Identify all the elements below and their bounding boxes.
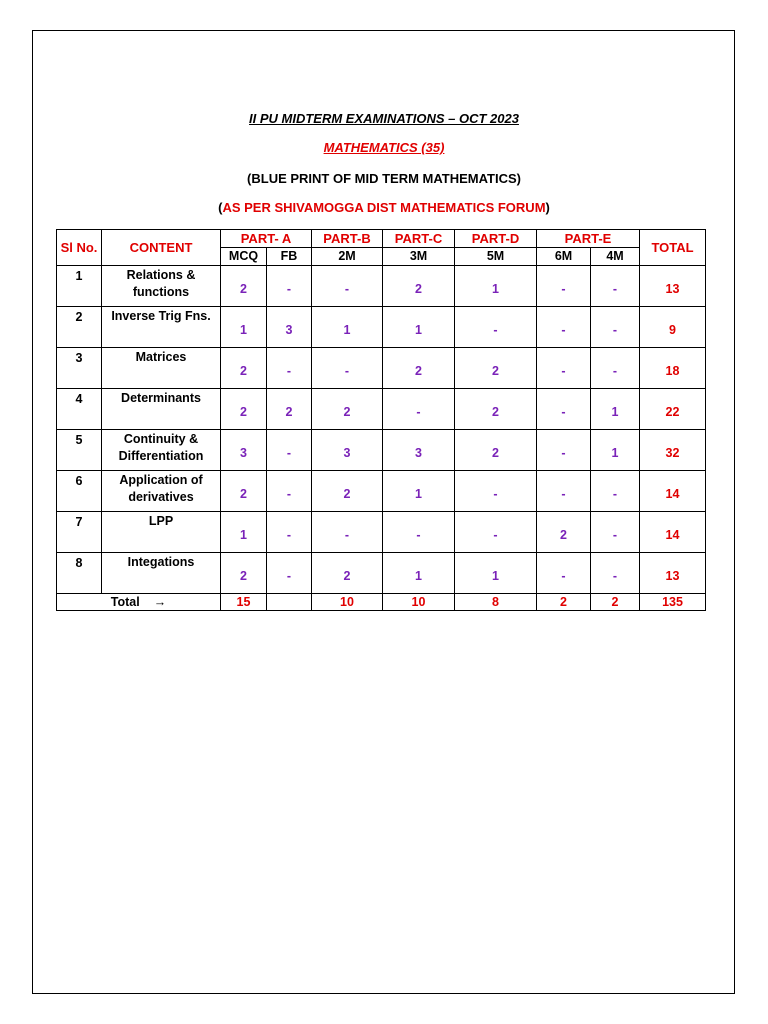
row-value-4m: 1 bbox=[591, 389, 640, 430]
row-value-6m: - bbox=[537, 307, 591, 348]
row-value-mcq: 3 bbox=[221, 430, 267, 471]
row-value-5m: - bbox=[455, 307, 537, 348]
row-content: LPP bbox=[102, 512, 221, 553]
total-fb bbox=[267, 594, 312, 611]
row-value-6m: - bbox=[537, 471, 591, 512]
row-total: 14 bbox=[640, 471, 706, 512]
part-e-header: PART-E bbox=[537, 230, 640, 248]
part-b-header: PART-B bbox=[312, 230, 383, 248]
subheader-fb: FB bbox=[267, 248, 312, 266]
row-value-fb: - bbox=[267, 348, 312, 389]
row-content: Inverse Trig Fns. bbox=[102, 307, 221, 348]
row-value-mcq: 2 bbox=[221, 266, 267, 307]
table-row bbox=[57, 348, 706, 389]
row-value-2m: 1 bbox=[312, 307, 383, 348]
row-value-6m: 2 bbox=[537, 512, 591, 553]
total-3m: 10 bbox=[383, 594, 455, 611]
row-value-6m: - bbox=[537, 389, 591, 430]
row-value-3m: 1 bbox=[383, 553, 455, 594]
table-row bbox=[57, 266, 706, 307]
row-value-mcq: 2 bbox=[221, 553, 267, 594]
table-row bbox=[57, 430, 706, 471]
row-value-mcq: 1 bbox=[221, 512, 267, 553]
row-value-4m: 1 bbox=[591, 430, 640, 471]
grand-total: 135 bbox=[640, 594, 706, 611]
row-sl-no: 1 bbox=[57, 266, 102, 307]
row-total: 13 bbox=[640, 553, 706, 594]
total-mcq: 15 bbox=[221, 594, 267, 611]
row-value-fb: 2 bbox=[267, 389, 312, 430]
total-6m: 2 bbox=[537, 594, 591, 611]
row-value-mcq: 2 bbox=[221, 471, 267, 512]
table-row bbox=[57, 553, 706, 594]
row-value-2m: 3 bbox=[312, 430, 383, 471]
row-value-5m: 2 bbox=[455, 389, 537, 430]
row-value-4m: - bbox=[591, 307, 640, 348]
row-value-3m: 1 bbox=[383, 471, 455, 512]
subheader-mcq: MCQ bbox=[221, 248, 267, 266]
row-value-2m: - bbox=[312, 348, 383, 389]
subheader-3m: 3M bbox=[383, 248, 455, 266]
row-sl-no: 4 bbox=[57, 389, 102, 430]
row-value-fb: - bbox=[267, 266, 312, 307]
row-value-4m: - bbox=[591, 348, 640, 389]
table-row bbox=[57, 512, 706, 553]
row-content: Continuity & Differentiation bbox=[102, 430, 221, 471]
arrow-right-icon: → bbox=[153, 594, 167, 609]
blueprint-table bbox=[56, 229, 706, 611]
forum-name: AS PER SHIVAMOGGA DIST MATHEMATICS FORUM bbox=[222, 200, 546, 215]
row-total: 22 bbox=[640, 389, 706, 430]
row-value-3m: 2 bbox=[383, 266, 455, 307]
forum-paren-open: ( bbox=[218, 200, 223, 215]
row-content: Application of derivatives bbox=[102, 471, 221, 512]
row-sl-no: 2 bbox=[57, 307, 102, 348]
table-row bbox=[57, 389, 706, 430]
row-total: 9 bbox=[640, 307, 706, 348]
forum-paren-close: ) bbox=[545, 200, 550, 215]
row-value-3m: 2 bbox=[383, 348, 455, 389]
table-row bbox=[57, 307, 706, 348]
row-content: Matrices bbox=[102, 348, 221, 389]
row-value-4m: - bbox=[591, 266, 640, 307]
exam-title: II PU MIDTERM EXAMINATIONS – OCT 2023 bbox=[249, 111, 519, 126]
total-row bbox=[57, 594, 706, 611]
content-header: CONTENT bbox=[102, 230, 221, 266]
row-value-5m: 2 bbox=[455, 348, 537, 389]
row-value-3m: 3 bbox=[383, 430, 455, 471]
row-value-4m: - bbox=[591, 512, 640, 553]
row-content: Relations & functions bbox=[102, 266, 221, 307]
row-value-mcq: 2 bbox=[221, 389, 267, 430]
row-value-6m: - bbox=[537, 553, 591, 594]
row-value-mcq: 1 bbox=[221, 307, 267, 348]
row-content: Determinants bbox=[102, 389, 221, 430]
row-value-6m: - bbox=[537, 266, 591, 307]
row-total: 32 bbox=[640, 430, 706, 471]
subheader-4m: 4M bbox=[591, 248, 640, 266]
total-label-cell bbox=[57, 594, 221, 611]
header-row-parts bbox=[57, 230, 706, 248]
row-sl-no: 5 bbox=[57, 430, 102, 471]
subheader-6m: 6M bbox=[537, 248, 591, 266]
row-value-3m: 1 bbox=[383, 307, 455, 348]
table-body bbox=[57, 266, 706, 594]
subheader-2m: 2M bbox=[312, 248, 383, 266]
row-value-5m: - bbox=[455, 471, 537, 512]
blueprint-title: (BLUE PRINT OF MID TERM MATHEMATICS) bbox=[247, 171, 521, 186]
row-value-2m: - bbox=[312, 266, 383, 307]
row-value-6m: - bbox=[537, 430, 591, 471]
part-a-header: PART- A bbox=[221, 230, 312, 248]
row-value-2m: 2 bbox=[312, 389, 383, 430]
row-value-2m: - bbox=[312, 512, 383, 553]
row-value-fb: - bbox=[267, 430, 312, 471]
part-c-header: PART-C bbox=[383, 230, 455, 248]
row-value-5m: - bbox=[455, 512, 537, 553]
row-total: 18 bbox=[640, 348, 706, 389]
row-value-fb: 3 bbox=[267, 307, 312, 348]
row-value-5m: 2 bbox=[455, 430, 537, 471]
row-value-2m: 2 bbox=[312, 553, 383, 594]
row-value-4m: - bbox=[591, 553, 640, 594]
row-value-mcq: 2 bbox=[221, 348, 267, 389]
row-total: 14 bbox=[640, 512, 706, 553]
sl-no-header: Sl No. bbox=[57, 230, 102, 266]
row-value-6m: - bbox=[537, 348, 591, 389]
forum-note bbox=[0, 200, 768, 215]
part-d-header: PART-D bbox=[455, 230, 537, 248]
row-value-5m: 1 bbox=[455, 266, 537, 307]
subject-title: MATHEMATICS (35) bbox=[323, 140, 445, 155]
row-value-2m: 2 bbox=[312, 471, 383, 512]
row-content: Integations bbox=[102, 553, 221, 594]
row-total: 13 bbox=[640, 266, 706, 307]
total-5m: 8 bbox=[455, 594, 537, 611]
row-value-3m: - bbox=[383, 389, 455, 430]
subheader-5m: 5M bbox=[455, 248, 537, 266]
total-label: Total bbox=[110, 594, 140, 609]
row-sl-no: 8 bbox=[57, 553, 102, 594]
row-sl-no: 3 bbox=[57, 348, 102, 389]
row-value-4m: - bbox=[591, 471, 640, 512]
total-2m: 10 bbox=[312, 594, 383, 611]
row-value-5m: 1 bbox=[455, 553, 537, 594]
table-row bbox=[57, 471, 706, 512]
row-value-fb: - bbox=[267, 471, 312, 512]
row-value-fb: - bbox=[267, 553, 312, 594]
row-value-3m: - bbox=[383, 512, 455, 553]
row-value-fb: - bbox=[267, 512, 312, 553]
total-4m: 2 bbox=[591, 594, 640, 611]
row-sl-no: 6 bbox=[57, 471, 102, 512]
total-header: TOTAL bbox=[640, 230, 706, 266]
row-sl-no: 7 bbox=[57, 512, 102, 553]
